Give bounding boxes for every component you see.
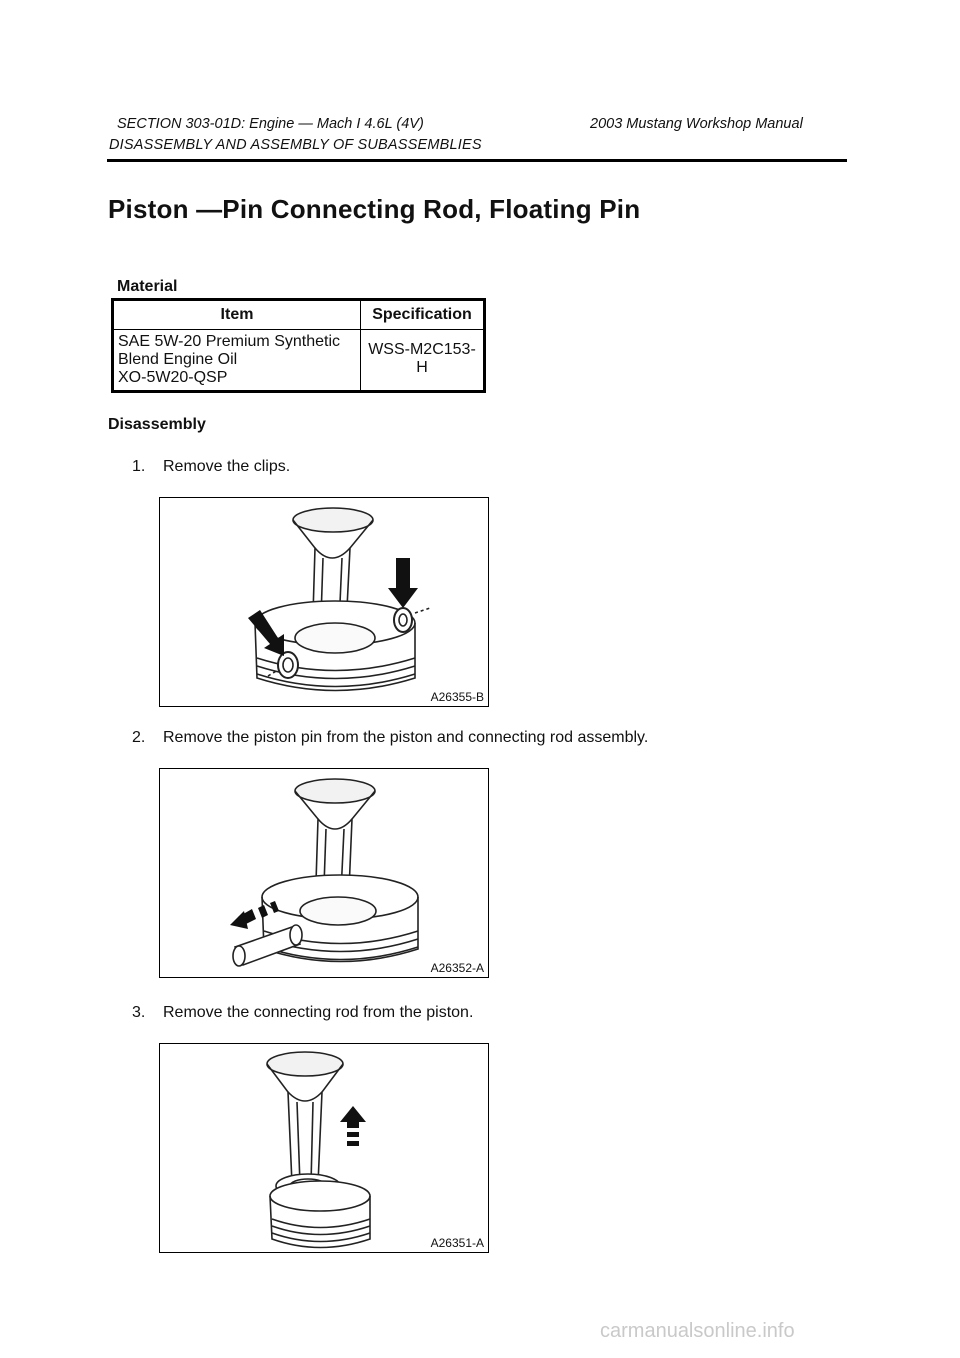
item-line: SAE 5W-20 Premium Synthetic <box>118 333 341 350</box>
column-header-item: Item <box>113 300 361 330</box>
table-row <box>113 330 485 392</box>
header-subtitle: DISASSEMBLY AND ASSEMBLY OF SUBASSEMBLIES <box>109 137 482 153</box>
material-item-cell <box>113 330 361 392</box>
figure-code: A26355-B <box>430 690 484 704</box>
header-divider <box>107 159 847 162</box>
step-number: 1. <box>132 458 146 475</box>
step-3 <box>132 1004 473 1022</box>
figure-code: A26351-A <box>430 1236 484 1250</box>
disassembly-heading: Disassembly <box>108 416 206 433</box>
figure-remove-piston-pin <box>159 768 489 978</box>
watermark: carmanualsonline.info <box>600 1320 795 1342</box>
step-text: Remove the clips. <box>163 458 291 475</box>
step-number: 2. <box>132 729 146 746</box>
step-number: 3. <box>132 1004 146 1021</box>
header-section: SECTION 303-01D: Engine — Mach I 4.6L (4V) <box>117 116 424 132</box>
piston-pin-illustration <box>160 769 488 977</box>
spec-line: H <box>416 359 428 376</box>
step-1 <box>132 458 290 476</box>
material-table <box>111 298 486 393</box>
connecting-rod-illustration <box>160 1044 488 1252</box>
material-spec-cell <box>361 330 485 392</box>
piston-clips-illustration <box>160 498 488 706</box>
header-manual-title: 2003 Mustang Workshop Manual <box>590 116 803 132</box>
item-line: XO-5W20-QSP <box>118 369 228 386</box>
column-header-specification: Specification <box>361 300 485 330</box>
material-table-header <box>113 300 485 330</box>
step-text: Remove the piston pin from the piston and connecting rod assembly. <box>163 729 649 746</box>
figure-remove-connecting-rod <box>159 1043 489 1253</box>
material-label: Material <box>117 278 178 295</box>
figure-remove-clips <box>159 497 489 707</box>
step-text: Remove the connecting rod from the piston. <box>163 1004 474 1021</box>
spec-line: WSS-M2C153- <box>368 341 476 358</box>
figure-code: A26352-A <box>430 961 484 975</box>
step-2 <box>132 729 648 747</box>
item-line: Blend Engine Oil <box>118 351 238 368</box>
page-title: Piston —Pin Connecting Rod, Floating Pin <box>108 194 641 224</box>
